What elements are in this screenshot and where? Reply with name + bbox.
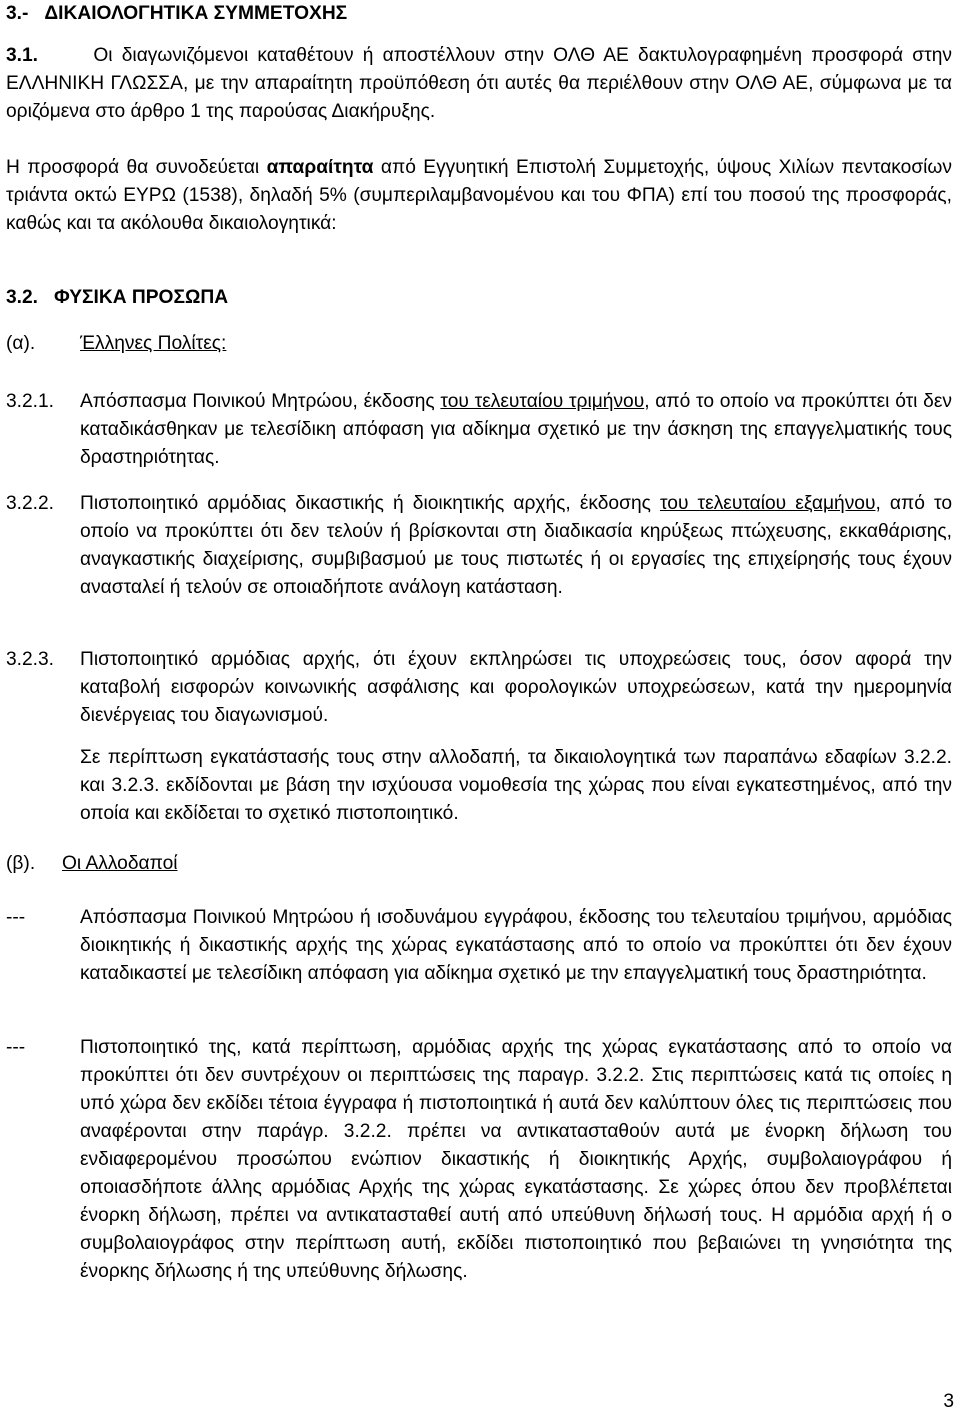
paragraph-3-1: 3.1. Οι διαγωνιζόμενοι καταθέτουν ή αποστέλλουν στην ΟΛΘ ΑΕ δακτυλογραφημένη προσφορά στην ΕΛΛΗΝΙΚΗ ΓΛΩΣΣΑ, με την απαραίτητη προϋπόθεση ότι αυτές θα περιέλθουν στην ΟΛΘ ΑΕ, σύμφωνα με τα οριζόμενα στο άρθρο 1 της παρούσας Διακήρυξης. — [6, 45, 952, 122]
natural-persons-heading: 3.2. ΦΥΣΙΚΑ ΠΡΟΣΩΠΑ — [6, 287, 229, 308]
item-3-2-1-text: Απόσπασμα Ποινικού Μητρώου, έκδοσης του τελευταίου τριμήνου, από το οποίο να προκύπτει ότι δεν καταδικάσθηκαν με τελεσίδικη απόφαση για αδίκημα σχετικό με την άσκηση της επαγγελματικής τους δραστηριότητας. — [80, 391, 953, 468]
foreigners-title: Οι Αλλοδαποί — [62, 853, 178, 874]
greek-citizens-title: Έλληνες Πολίτες: — [80, 333, 227, 354]
foreigner-item-2-text: Πιστοποιητικό της, κατά περίπτωση, αρμόδιας αρχής της χώρας εγκατάστασης από το οποίο να προκύπτει ότι δεν συντρέχουν οι περιπτώσεις της παραγρ. 3.2.2. Στις περιπτώσεις κατά τις οποίες η υπό χώρα δεν εκδίδει τέτοια έγγραφα ή πιστοποιητικά ή αυτά δεν καλύπτουν όλες τις περιπτώσεις που αναφέρονται στην παράγρ. 3.2.2. πρέπει να αντικατασταθούν αυτά με ένορκη δήλωση του ενδιαφερομένου προσώπου ενώπιον δικαστικής ή διοικητικής Αρχής, συμβολαιογράφου ή οποιασδήποτε άλλης αρμόδιας Αρχής της χώρας εγκατάστασης. Σε χώρες όπου δεν προβλέπεται ένορκη δήλωση, πρέπει να αντικατασταθεί αυτή από υπεύθυνη δήλωσή τους. Η αρμόδια αρχή ή ο συμβολαιογράφος στην περίπτωση αυτή, εκδίδει πιστοποιητικό που βεβαιώνει τη γνησιότητα της ένορκης δήλωσης ή της υπεύθυνης δήλωσης. — [80, 1037, 952, 1282]
foreigner-item-1-dash: --- — [6, 907, 26, 928]
item-3-2-1-number: 3.2.1. — [6, 391, 55, 412]
foreigners-label: (β). — [6, 853, 36, 874]
item-3-2-2-text: Πιστοποιητικό αρμόδιας δικαστικής ή διοικητικής αρχής, έκδοσης του τελευταίου εξαμήνου, από το οποίο να προκύπτει ότι δεν τελούν ή βρίσκονται στη διαδικασία κηρύξεως πτώχευσης, εκκαθάρισης, αναγκαστικής διαχείρισης, συμβιβασμού με τους πιστωτές ή οι εργασίες της επιχείρησής τους έχουν ανασταλεί ή τελούν σε οποιαδήποτε ανάλογη κατάσταση. — [80, 493, 953, 598]
guarantee-paragraph: Η προσφορά θα συνοδεύεται απαραίτητα από Εγγυητική Επιστολή Συμμετοχής, ύψους Χιλίων πεντακοσίων τριάντα οκτώ ΕΥΡΩ (1538), δηλαδή 5% (συμπεριλαμβανομένου και του ΦΠΑ) επί του ποσού της προσφοράς, καθώς και τα ακόλουθα δικαιολογητικά: — [6, 157, 952, 234]
foreigner-item-2-dash: --- — [6, 1037, 26, 1058]
foreigner-item-1-text: Απόσπασμα Ποινικού Μητρώου ή ισοδυνάμου εγγράφου, έκδοσης του τελευταίου τριμήνου, αρμόδιας διοικητικής ή δικαστικής αρχής της χώρας εγκατάστασης από το οποίο να προκύπτει ότι δεν έχουν καταδικαστεί με τελεσίδικη απόφαση για αδίκημα σχετικό με την επαγγελματική τους δραστηριότητα. — [80, 907, 952, 984]
item-3-2-3-text: Πιστοποιητικό αρμόδιας αρχής, ότι έχουν εκπληρώσει τις υποχρεώσεις τους, όσον αφορά την καταβολή εισφορών κοινωνικής ασφάλισης και φορολογικών υποχρεώσεων, κατά την ημερομηνία διενέργειας του διαγωνισμού. — [80, 649, 952, 726]
greek-citizens-label: (α). — [6, 333, 36, 354]
abroad-note: Σε περίπτωση εγκατάστασής τους στην αλλοδαπή, τα δικαιολογητικά των παραπάνω εδαφίων 3.2.2. και 3.2.3. εκδίδονται με βάση την ισχύουσα νομοθεσία της χώρας που είναι εγκατεστημένος, από την οποία και εκδίδεται το σχετικό πιστοποιητικό. — [80, 747, 952, 824]
section-heading: 3.- ΔΙΚΑΙΟΛΟΓΗΤΙΚΑ ΣΥΜΜΕΤΟΧΗΣ — [6, 3, 348, 24]
item-3-2-2-number: 3.2.2. — [6, 493, 55, 514]
item-3-2-3-number: 3.2.3. — [6, 649, 55, 670]
page-number: 3 — [943, 1391, 954, 1412]
